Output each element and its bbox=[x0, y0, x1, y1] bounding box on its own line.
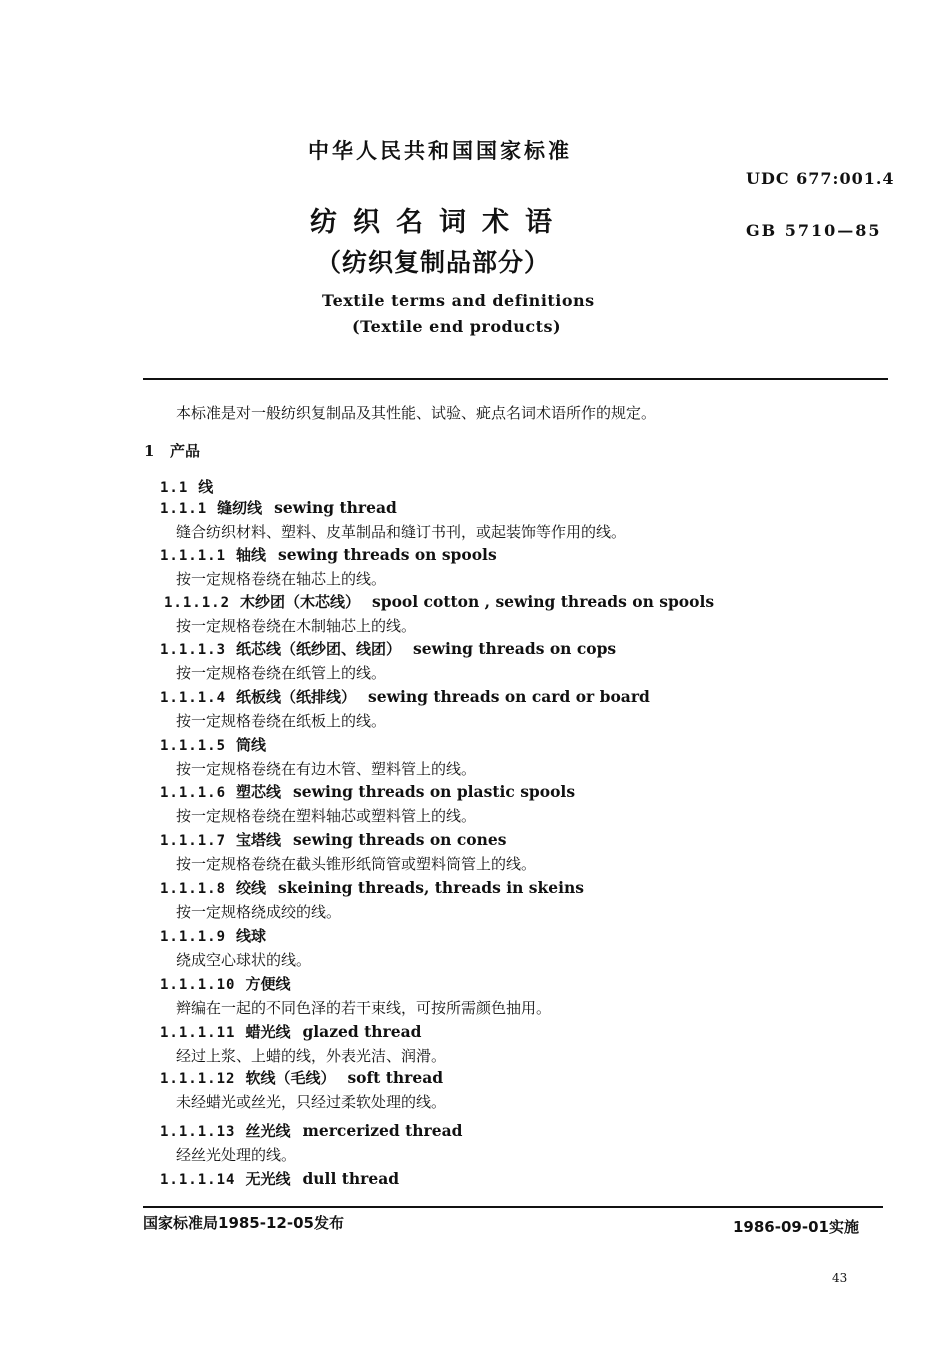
section-title: 产品 bbox=[170, 442, 201, 460]
term-number: 1.1.1.6 bbox=[160, 785, 227, 801]
term-line bbox=[160, 686, 650, 707]
term-line bbox=[160, 973, 290, 994]
term-line bbox=[160, 638, 616, 659]
term-line bbox=[160, 1168, 399, 1189]
term-definition: 按一定规格卷绕在轴芯上的线。 bbox=[176, 570, 387, 588]
english-title: Textile terms and definitions bbox=[322, 291, 595, 310]
term-chinese: 蜡光线 bbox=[245, 1023, 291, 1041]
term-definition: 按一定规格卷绕在木制轴芯上的线。 bbox=[176, 617, 417, 635]
effective-date: 1986-09-01实施 bbox=[733, 1218, 859, 1236]
term-definition: 经丝光处理的线。 bbox=[176, 1146, 297, 1164]
term-line bbox=[164, 591, 714, 612]
term-number: 1.1.1.14 bbox=[160, 1172, 236, 1188]
term-definition: 经过上浆、上蜡的线，外表光洁、润滑。 bbox=[176, 1047, 447, 1065]
term-chinese: 纸板线（纸排线） bbox=[236, 688, 357, 706]
term-english: spool cotton , sewing threads on spools bbox=[372, 592, 715, 611]
term-line bbox=[160, 544, 497, 565]
term-definition: 缝合纺织材料、塑料、皮革制品和缝订书刊，或起装饰等作用的线。 bbox=[176, 523, 627, 541]
term-english: sewing threads on plastic spools bbox=[293, 782, 576, 801]
term-line bbox=[160, 925, 266, 946]
term-definition: 按一定规格卷绕在有边木管、塑料管上的线。 bbox=[176, 760, 477, 778]
term-definition: 按一定规格卷绕在塑料轴芯或塑料管上的线。 bbox=[176, 807, 477, 825]
term-number: 1.1.1.10 bbox=[160, 977, 236, 993]
term-number: 1.1.1.7 bbox=[160, 833, 227, 849]
term-chinese: 丝光线 bbox=[245, 1122, 291, 1140]
page-number: 43 bbox=[832, 1271, 848, 1285]
term-line bbox=[160, 734, 266, 755]
footer-rule bbox=[143, 1206, 883, 1208]
term-number: 1.1.1.9 bbox=[160, 929, 227, 945]
term-chinese: 绞线 bbox=[236, 879, 267, 897]
term-line bbox=[160, 781, 575, 802]
term-number: 1.1.1.4 bbox=[160, 690, 227, 706]
document-subtitle: （纺织复制品部分） bbox=[316, 248, 551, 277]
term-chinese: 纸芯线（纸纱团、线团） bbox=[236, 640, 402, 658]
term-definition: 按一定规格卷绕在截头锥形纸筒管或塑料筒管上的线。 bbox=[176, 855, 537, 873]
term-english: skeining threads, threads in skeins bbox=[278, 878, 584, 897]
issuing-country-heading: 中华人民共和国国家标准 bbox=[308, 139, 572, 163]
english-subtitle: (Textile end products) bbox=[352, 317, 562, 336]
term-english: sewing thread bbox=[274, 498, 397, 517]
term-line bbox=[160, 497, 397, 518]
term-definition: 未经蜡光或丝光，只经过柔软处理的线。 bbox=[176, 1093, 447, 1111]
term-definition: 按一定规格卷绕在纸管上的线。 bbox=[176, 664, 387, 682]
term-number: 1.1.1.3 bbox=[160, 642, 227, 658]
term-number: 1.1 bbox=[160, 480, 189, 496]
term-chinese: 线球 bbox=[236, 927, 267, 945]
term-english: dull thread bbox=[302, 1169, 400, 1188]
term-number: 1.1.1.2 bbox=[164, 595, 231, 611]
term-definition: 辫编在一起的不同色泽的若干束线，可按所需颜色抽用。 bbox=[176, 999, 552, 1017]
term-definition: 绕成空心球状的线。 bbox=[176, 951, 312, 969]
term-english: sewing threads on cops bbox=[413, 639, 617, 658]
term-line bbox=[160, 1067, 443, 1088]
term-chinese: 方便线 bbox=[245, 975, 291, 993]
term-line bbox=[160, 829, 506, 850]
gb-standard-code: GB 5710—85 bbox=[746, 221, 882, 240]
issue-date: 国家标准局1985-12-05发布 bbox=[143, 1214, 344, 1232]
section-number: 1 bbox=[144, 442, 155, 460]
term-english: sewing threads on cones bbox=[293, 830, 507, 849]
term-chinese: 线 bbox=[198, 478, 214, 496]
term-number: 1.1.1.13 bbox=[160, 1124, 236, 1140]
term-english: sewing threads on card or board bbox=[368, 687, 650, 706]
term-chinese: 缝纫线 bbox=[217, 499, 263, 517]
term-line bbox=[160, 1120, 462, 1141]
term-english: sewing threads on spools bbox=[278, 545, 497, 564]
term-chinese: 宝塔线 bbox=[236, 831, 282, 849]
term-definition: 按一定规格卷绕在纸板上的线。 bbox=[176, 712, 387, 730]
document-title: 纺织名词术语 bbox=[310, 207, 568, 238]
term-chinese: 筒线 bbox=[236, 736, 267, 754]
term-chinese: 木纱团（木芯线） bbox=[240, 593, 361, 611]
preamble-text: 本标准是对一般纺织复制品及其性能、试验、疵点名词术语所作的规定。 bbox=[176, 404, 657, 422]
term-number: 1.1.1.12 bbox=[160, 1071, 236, 1087]
term-chinese: 塑芯线 bbox=[236, 783, 282, 801]
term-english: soft thread bbox=[347, 1068, 444, 1087]
term-english: glazed thread bbox=[302, 1022, 422, 1041]
term-chinese: 软线（毛线） bbox=[245, 1069, 336, 1087]
term-definition: 按一定规格绕成绞的线。 bbox=[176, 903, 342, 921]
term-english: mercerized thread bbox=[302, 1121, 463, 1140]
term-number: 1.1.1.5 bbox=[160, 738, 227, 754]
term-line bbox=[160, 1021, 421, 1042]
term-line bbox=[160, 476, 213, 497]
term-number: 1.1.1.11 bbox=[160, 1025, 236, 1041]
udc-code: UDC 677:001.4 bbox=[746, 169, 895, 188]
term-number: 1.1.1.1 bbox=[160, 548, 227, 564]
term-number: 1.1.1.8 bbox=[160, 881, 227, 897]
term-line bbox=[160, 877, 584, 898]
term-number: 1.1.1 bbox=[160, 501, 208, 517]
term-chinese: 轴线 bbox=[236, 546, 267, 564]
term-chinese: 无光线 bbox=[245, 1170, 291, 1188]
